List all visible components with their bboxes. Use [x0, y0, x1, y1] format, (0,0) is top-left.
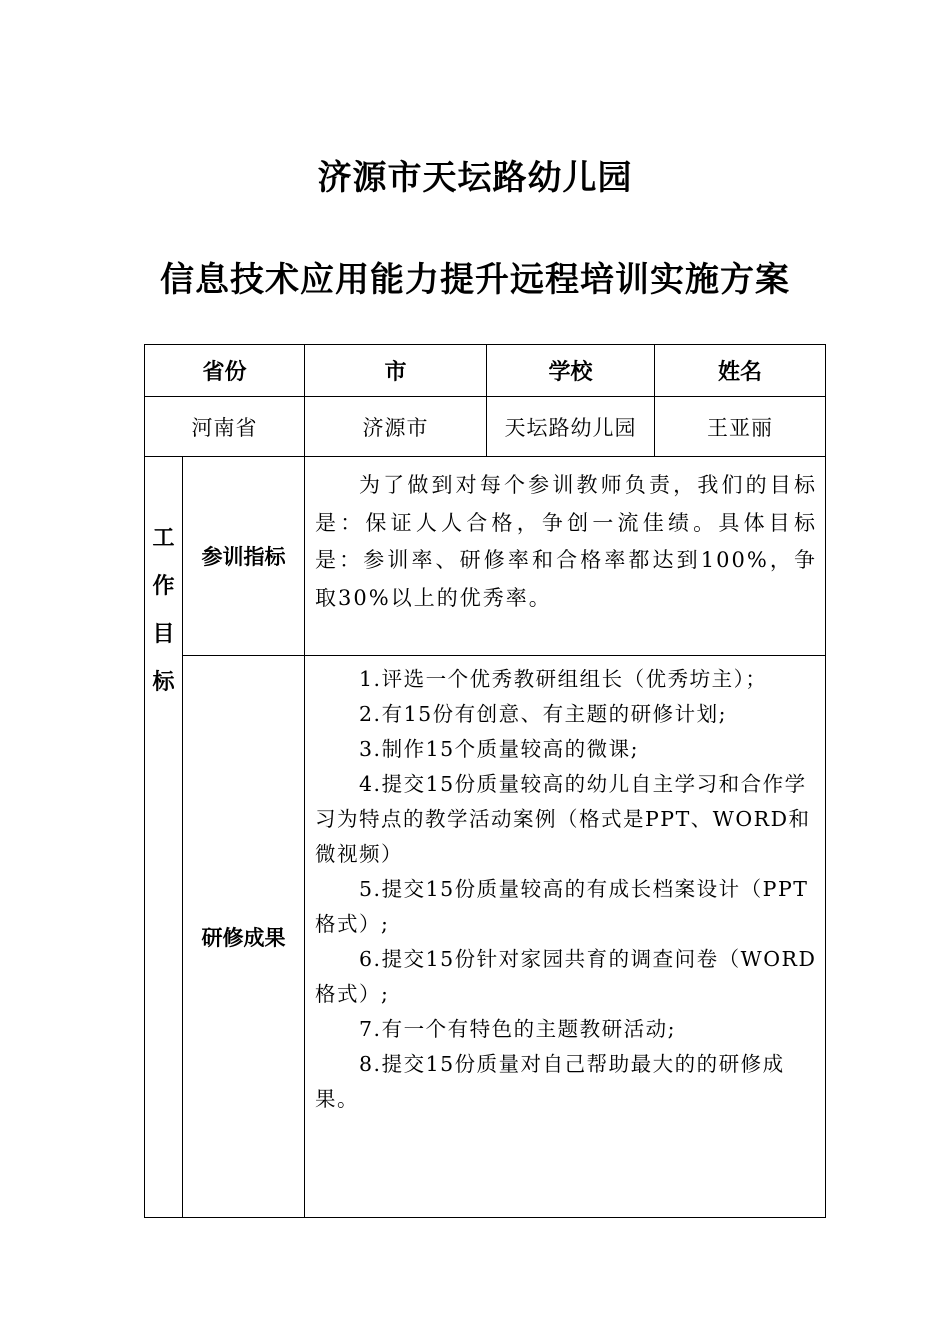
value-city: 济源市: [305, 397, 487, 457]
header-row: [145, 345, 826, 397]
training-index-text-cell: [305, 457, 826, 656]
document-subtitle: 信息技术应用能力提升远程培训实施方案: [160, 260, 790, 300]
result-item-6: 6.提交15份针对家园共育的调查问卷（WORD格式）;: [315, 947, 817, 1006]
results-list: [305, 656, 826, 1218]
value-province: 河南省: [145, 397, 305, 457]
result-item-5: 5.提交15份质量较高的有成长档案设计（PPT格式）;: [315, 877, 809, 936]
header-name: 姓名: [655, 345, 826, 397]
plan-table: [144, 344, 826, 1218]
value-row: [145, 397, 826, 457]
work-goal-char-4: 标: [152, 670, 175, 695]
work-goal-label: [145, 457, 183, 1218]
header-city: 市: [305, 345, 487, 397]
training-index-row: [145, 457, 826, 656]
header-province: 省份: [145, 345, 305, 397]
result-item-8: 8.提交15份质量对自己帮助最大的的研修成果。: [315, 1052, 785, 1111]
results-label: 研修成果: [183, 656, 305, 1218]
value-name: 王亚丽: [655, 397, 826, 457]
results-row: [145, 656, 826, 1218]
work-goal-char-1: 工: [152, 526, 175, 551]
training-index-text: 为了做到对每个参训教师负责，我们的目标是：保证人人合格，争创一流佳绩。具体目标是：参训率、研修率和合格率都达到100%，争取30%以上的优秀率。: [315, 473, 818, 610]
work-goal-char-3: 目: [152, 622, 175, 647]
work-goal-char-2: 作: [152, 574, 175, 599]
value-school: 天坛路幼儿园: [487, 397, 655, 457]
training-index-label: 参训指标: [183, 457, 305, 656]
result-item-4: 4.提交15份质量较高的幼儿自主学习和合作学习为特点的教学活动案例（格式是PPT、WORD和微视频）: [315, 772, 811, 866]
result-item-3: 3.制作15个质量较高的微课;: [359, 737, 640, 761]
result-item-7: 7.有一个有特色的主题教研活动;: [359, 1017, 676, 1041]
header-school: 学校: [487, 345, 655, 397]
document-title: 济源市天坛路幼儿园: [317, 158, 633, 198]
result-item-2: 2.有15份有创意、有主题的研修计划;: [359, 702, 728, 726]
result-item-1: 1.评选一个优秀教研组组长（优秀坊主）；: [359, 667, 768, 691]
